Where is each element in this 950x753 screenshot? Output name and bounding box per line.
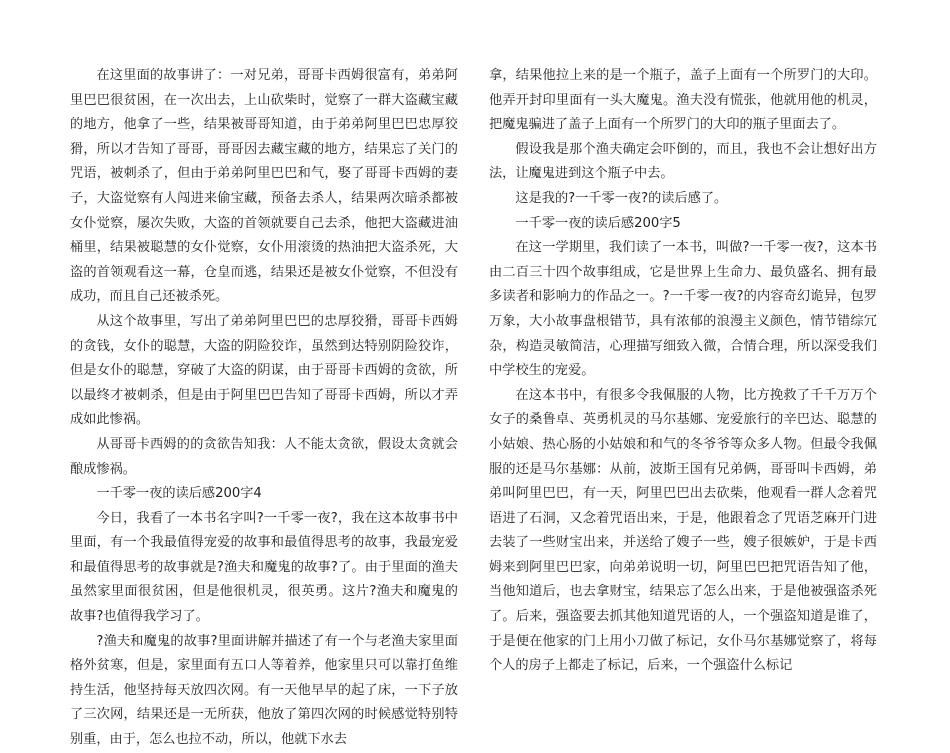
- section-heading: 一千零一夜的读后感200字5: [515, 215, 681, 231]
- section-heading: 一千零一夜的读后感200字4: [96, 486, 262, 502]
- paragraph: 这是我的?一千零一夜?的读后感了。: [515, 190, 728, 206]
- left-column: [70, 64, 458, 753]
- paragraph: 从这个故事里，写出了弟弟阿里巴巴的忠厚狡猾，哥哥卡西姆的贪钱，女仆的聪慧，大盗的阴险狡诈，虽然到达特别阴险狡诈，但是女仆的聪慧，穿破了大盗的阴谋，由于哥哥卡西姆的贪欲，所以最终才被刺杀，但是由于阿里巴巴告知了哥哥卡西姆，所以才弄成如此惨祸。: [70, 313, 458, 428]
- paragraph: 在这本书中，有很多令我佩服的人物，比方挽救了千千万万个女子的桑鲁卓、英勇机灵的马尔基娜、宠爱旅行的辛巴达、聪慧的小姑娘、热心肠的小姑娘和和气的冬爷爷等众多人物。但最令我佩服的还是马尔基娜：从前，波斯王国有兄弟俩，哥哥叫卡西姆，弟弟叫阿里巴巴，有一天，阿里巴巴出去砍柴，他观看一群人念着咒语进了石洞，又念着咒语出来，于是，他跟着念了咒语芝麻开门进去装了一些财宝出来，并送给了嫂子一些，嫂子很嫉妒，于是卡西姆来到阿里巴巴家，向弟弟说明一切，阿里巴巴把咒语告知了他，当他知道后，也去拿财宝，结果忘了怎么出来，于是他被强盗杀死了。后来，强盗要去抓其他知道咒语的人，一个强盗知道是谁了，于是便在他家的门上用小刀做了标记，女仆马尔基娜觉察了，将每个人的房子上都走了标记，后来，一个强盗什么标记: [489, 387, 877, 674]
- paragraph: 在这里面的故事讲了：一对兄弟，哥哥卡西姆很富有，弟弟阿里巴巴很贫困，在一次出去，上山砍柴时，觉察了一群大盗藏宝藏的地方，他拿了一些，结果被哥哥知道，由于弟弟阿里巴巴忠厚狡猾，所以才告知了哥哥，哥哥因去藏宝藏的地方，结果忘了关门的咒语，被刺杀了，但由于弟弟阿里巴巴和气，娶了哥哥卡西姆的妻子，大盗觉察有人闯进来偷宝藏，预备去杀人，结果两次暗杀都被女仆觉察，屡次失败，大盗的首领就要自己去杀，他把大盗藏进油桶里，结果被聪慧的女仆觉察，女仆用滚烫的热油把大盗杀死，大盗的首领观看这一幕，仓皇而逃，结果还是被女仆觉察，不但没有成功，而且自己还被杀死。: [70, 68, 458, 305]
- paragraph: 在这一学期里，我们读了一本书，叫做?一千零一夜?，这本书由二百三十四个故事组成，它是世界上生命力、最负盛名、拥有最多读者和影响力的作品之一。?一千零一夜?的内容奇幻诡异，包罗万象，大小故事盘根错节，具有浓郁的浪漫主义颜色，情节错综冗杂，构造灵敏简洁，心理描写细致入微，合情合理，所以深受我们中学校生的宠爱。: [489, 240, 877, 379]
- paragraph: 从哥哥卡西姆的的贪欲告知我：人不能太贪欲，假设太贪就会酿成惨祸。: [70, 436, 458, 477]
- paragraph: 今日，我看了一本书名字叫?一千零一夜?，我在这本故事书中里面，有一个我最值得宠爱的故事和最值得思考的故事，我最宠爱和最值得思考的故事就是?渔夫和魔鬼的故事?了。由于里面的渔夫虽然家里面很贫困，但是他很机灵，很英勇。这片?渔夫和魔鬼的故事?也值得我学习了。: [70, 510, 458, 625]
- paragraph: ?渔夫和魔鬼的故事?里面讲解并描述了有一个与老渔夫家里面格外贫寒，但是，家里面有五口人等着养，他家里只可以靠打鱼维持生活，他坚持每天放四次网。有一天他早早的起了床，一下子放了三次网，结果还是一无所获，他放了第四次网的时候感觉特别特别重，由于，怎么也拉不动，所以，他就下水去: [70, 633, 458, 748]
- paragraph: 假设我是那个渔夫确定会吓倒的，而且，我也不会让想好出方法，让魔鬼进到这个瓶子中去。: [489, 141, 877, 182]
- right-column: [489, 64, 877, 679]
- paragraph-continuation: 拿，结果他拉上来的是一个瓶子，盖子上面有一个所罗门的大印。他弄开封印里面有一头大魔鬼。渔夫没有慌张，他就用他的机灵，把魔鬼骗进了盖子上面有一个所罗门的大印的瓶子里面去了。: [489, 68, 877, 133]
